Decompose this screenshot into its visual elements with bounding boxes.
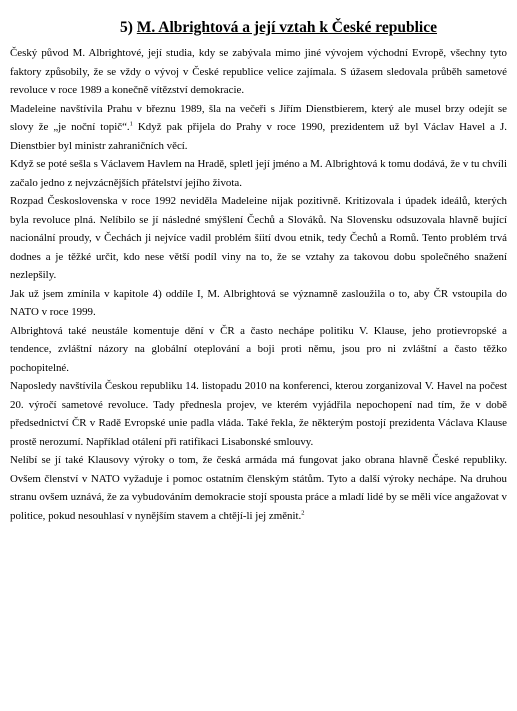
document-page <box>10 18 507 525</box>
text-line: výroky nechápe. Na druhou stranu ovšem uznává, že za vybudováním demokracie stojí spousta <box>10 472 508 503</box>
paragraph-klaus-politics <box>10 322 507 378</box>
text-line: Když pak přijela do Prahy v roce 1990, prezidentem už <box>132 121 400 133</box>
paragraph-czechoslovakia-split <box>10 192 507 285</box>
text-line: chtějí-li jej změnit. <box>218 509 302 522</box>
text-line: byl Václav Havel a J. Dienstbier byl ministr zahraničních věcí. <box>10 121 507 152</box>
footnote-ref-1[interactable]: 1 <box>129 120 133 128</box>
section-number: 5) <box>119 19 133 36</box>
text-line: protievropské a tendence, zvláštní názory na globální oteplování a boji proti němu, jsou pro ni <box>10 324 507 355</box>
text-line: Slovensku odsuzovala hlavně bující nacionální proudy, v Čechách ji nejvíce vadil problém šíití <box>10 213 507 244</box>
text-line: Rozpad Československa v roce 1992 neviděla Madeleine nijak pozitivně. Kritizovala i úpadek <box>10 195 437 207</box>
text-line: práce a mladí lidé by se měli více angažovat v politice, pokud nesouhlasí v nynějším stavem a <box>10 491 507 522</box>
text-line: Albrightová také neustále komentuje dění v ČR a často nechápe politiku V. Klause, jeho <box>10 324 432 337</box>
paragraph-havel-meeting <box>10 155 507 192</box>
text-line: vstoupila do NATO v roce 1999. <box>10 287 507 318</box>
text-line: dvou etnik, tedy Čechů a Romů. Tento problém trvá dodnes a je těžké určit, kdo nese větší podíl <box>10 232 507 263</box>
paragraph-nato <box>10 285 507 322</box>
footnote-ref-2[interactable]: 2 <box>301 508 305 516</box>
paragraph-czech-origin <box>10 44 507 100</box>
text-line: sledovala průběh sametové revoluce v roce 1989 a konečně vítězství demokracie. <box>10 65 507 96</box>
text-line: Nelíbí se jí také Klausovy výroky o tom, že česká armáda má fungovat jako obrana hlavně České <box>10 454 459 466</box>
text-line: dodává, že v tu chvíli začalo jedno z nejvzácnějších přátelství jejího života. <box>10 158 507 189</box>
text-line: Naposledy navštívila Českou republiku 14. listopadu 2010 na konferenci, kterou zorganizoval V. <box>10 380 434 392</box>
text-line: nepochopení nad tím, že v době předsednictví ČR v Radě Evropské unie padla vláda. Také řekla, <box>10 398 507 429</box>
text-line: všechny tyto faktory způsobily, že se vždy o vývoj v České republice velice zajímala. S úžasem <box>10 47 507 78</box>
text-line: že některým postojí prezidenta Václava Klause prostě nerozumí. Například otálení při ratifikaci <box>10 417 508 448</box>
text-line: Jak už jsem zmínila v kapitole 4) oddíle I, M. Albrightová se významně zasloužila o to, aby ČR <box>10 287 449 300</box>
text-line: ideálů, kterých byla revoluce plná. Nelíbilo se jí následné smýšlení Čechů a Slováků. Na <box>10 195 507 226</box>
text-line: Když se poté sešla s Václavem Havlem na Hradě, spletl její jméno a M. Albrightová k tomu <box>10 158 411 170</box>
section-title: M. Albrightová a její vztah k České republice <box>136 19 438 36</box>
text-line: brzy odejít se slovy že „je noční topič“. <box>10 102 507 133</box>
section-heading <box>10 18 507 38</box>
text-line: Český původ M. Albrightové, její studia, kdy se zabývala mimo jiné vývojem východní Evropě, <box>10 47 447 59</box>
text-line: republiky. Ovšem členství v NATO vyžaduje i pomoc ostatním členským státům. Tyto a další <box>10 454 507 485</box>
text-line: Lisabonské smlouvy. <box>221 435 314 448</box>
text-line: Madeleine navštívila Prahu v březnu 1989, šla na večeři s Jiřím Dienstbierem, který ale musel <box>10 102 441 115</box>
paragraph-last-visit <box>10 377 507 451</box>
text-line: zvláštní a často těžko pochopitelné. <box>10 343 507 374</box>
text-line: viny na to, že se vztahy za takovou dobu společného snažení nezlepšily. <box>10 250 508 281</box>
paragraph-army-remarks <box>10 451 507 525</box>
paragraph-prague-visit <box>10 100 507 156</box>
text-line: Havel na počest 20. výročí sametové revoluce. Tady přednesla projev, ve kterém vyjádřila <box>10 380 507 411</box>
